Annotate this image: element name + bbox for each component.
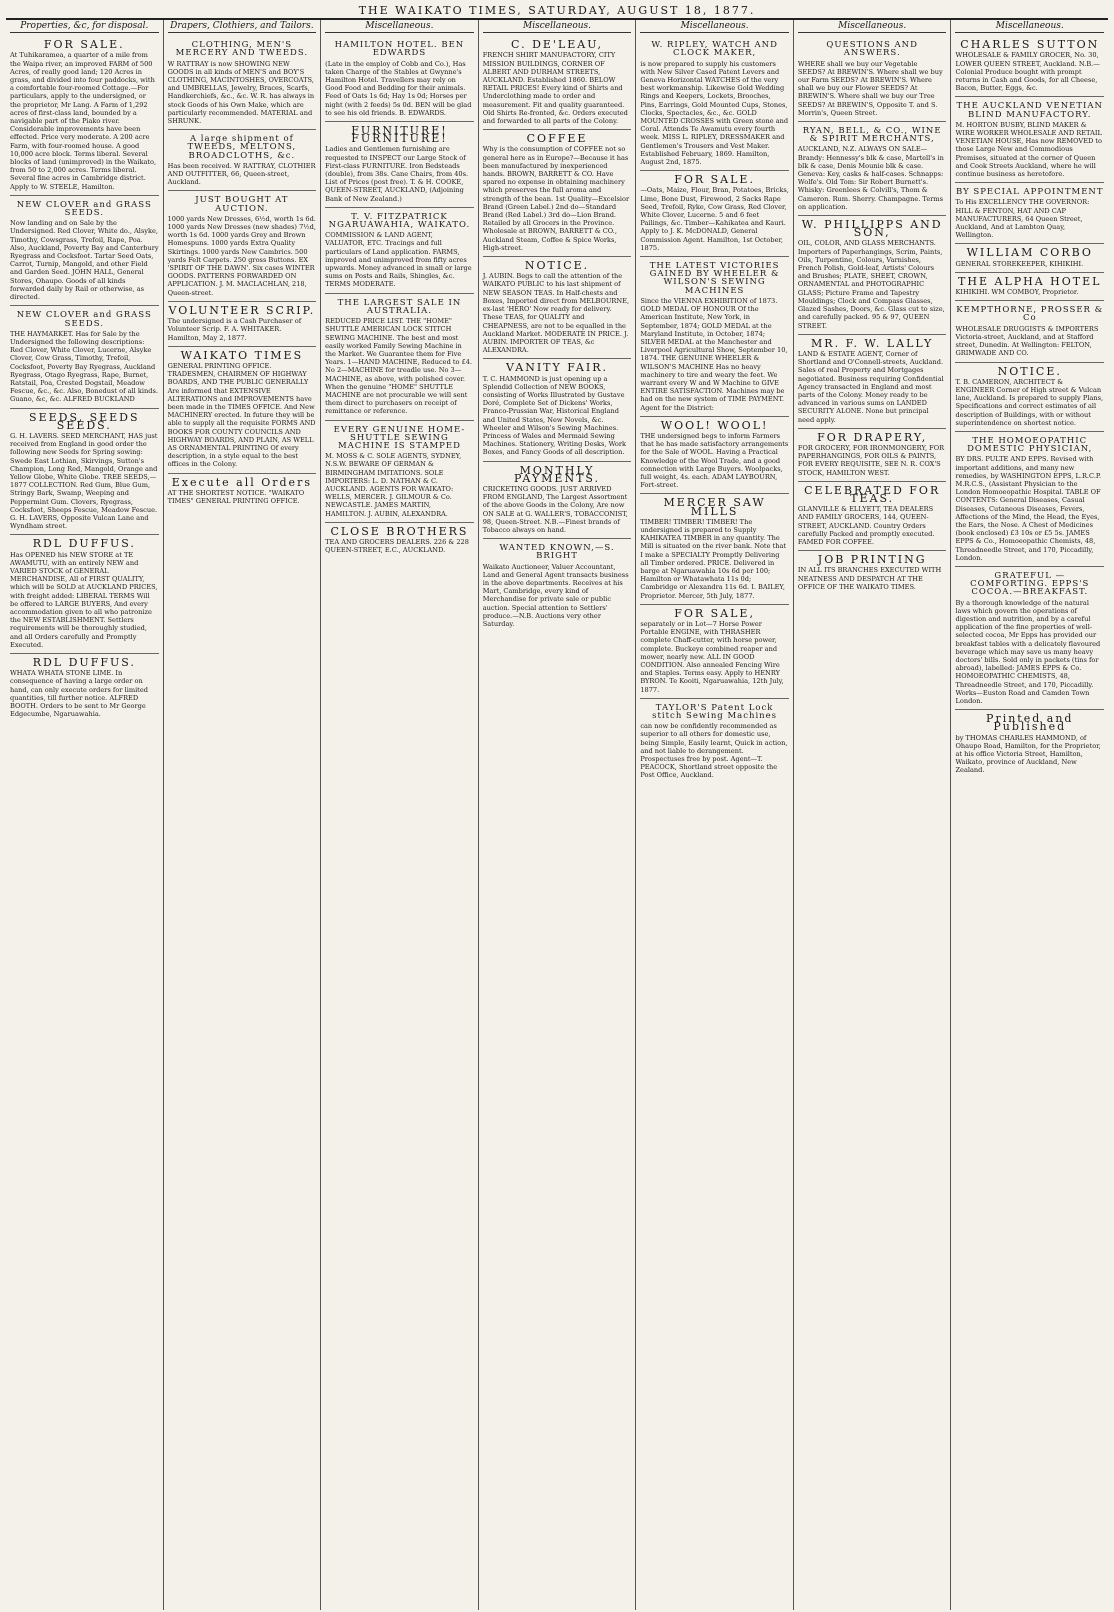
advertisement-body: GLANVILLE & ELLYETT, TEA DEALERS AND FAMILY GROCERS, 144, QUEEN-STREET, AUCKLAND. Country Orders carefully Packed and promptly executed. FAMED FOR COFFEE. (797, 505, 935, 546)
advertisement-title: THE ALPHA HOTEL (958, 274, 1102, 288)
columns (6, 20, 1108, 1610)
advertisement (955, 301, 1104, 362)
advertisement (10, 654, 159, 722)
advertisement-title: Printed and Published (986, 712, 1074, 734)
advertisement-title: FURNITURE! FURNITURE! (351, 124, 448, 146)
advertisement-body: T. C. HAMMOND is just opening up a Splendid Collection of NEW BOOKS, consisting of Works Illustrated by Gustave Doré, Complete Set of Dickens' Works, Franco-Prussian War, Historical England and United States, New Novels, &c. Wheeler and Wilson's Sewing Machines. Princess of Wales and Mermaid Sewing Machines. Stationery, Writing Desks, Work Boxes, and Fancy Goods of all description. (482, 374, 627, 457)
advertisement (955, 273, 1104, 301)
advertisement (325, 36, 474, 122)
advertisement-body: IN ALL ITS BRANCHES EXECUTED WITH NEATNESS AND DESPATCH AT THE OFFICE OF THE WAIKATO TIMES. (797, 566, 942, 591)
advertisement-title: JUST BOUGHT AT AUCTION. (195, 195, 289, 214)
column-heading: Miscellaneous. (640, 20, 789, 33)
advertisement-body: can now be confidently recommended as superior to all others for domestic use, being Simple, Easily learnt, Quick in action, and not liable to derangement. Prospectuses free by post. Agent—T. PEACOCK, Shortland street opposite the Post Office, Auckland. (640, 722, 788, 780)
advertisement-body: TEA AND GROCERS DEALERS. 226 & 228 QUEEN-STREET, E.C., AUCKLAND. (325, 537, 469, 555)
advertisement-title: VANITY FAIR. (506, 361, 608, 375)
advertisement-body: OIL, COLOR, AND GLASS MERCHANTS. Importers of Paperhangings, Scrim, Paints, Oils, Turpentine, Colours, Varnishes, French Polish, Gold-leaf, Artists' Colours and Brushes; PLATE, SHEET, CROWN, ORNAMENTAL and PHOTOGRAPHIC GLASS; Picture Frame and Tapestry Mouldings; Clock and Compass Glasses, Glazed Sashes, Doors, &c. Glass cut to size, and carefully packed. 95 & 97, QUEEN STREET. (797, 239, 945, 330)
advertisement-title: KEMPTHORNE, PROSSER & Co (956, 305, 1104, 324)
advertisement-title: THE LARGEST SALE IN AUSTRALIA. (337, 297, 462, 316)
advertisement-body: LAND & ESTATE AGENT, Corner of Shortland and O'Connell-streets, Auckland. Sales of real Property and Mortgages negotiated. Business requiring Confidential Agency transacted in England and most parts of the Colony. Money ready to be advanced in various sums on LANDED SECURITY ALONE. None but principal need apply. (797, 349, 944, 424)
advertisement (483, 257, 632, 359)
advertisement-title: WILLIAM CORBO (966, 246, 1093, 260)
advertisement (798, 335, 947, 429)
advertisement-title: CLOTHING, MEN'S MERCERY AND TWEEDS. (175, 40, 309, 59)
advertisement-title: RYAN, BELL, & CO., WINE & SPIRIT MERCHANTS, (802, 126, 942, 145)
advertisement-title: GRATEFUL — COMFORTING. EPPS'S COCOA.—BREAKFAST. (970, 570, 1090, 598)
advertisement-body: To His EXCELLENCY THE GOVERNOR: HILL & FENTON, HAT AND CAP MANUFACTURERS, 64 Queen Street, Auckland, And at Lambton Quay, Wellington. (955, 198, 1090, 240)
column-2 (164, 20, 322, 1610)
advertisement (10, 535, 159, 654)
advertisement-title: THE AUCKLAND VENETIAN BLIND MANUFACTORY. (956, 101, 1103, 120)
advertisement-title: CELEBRATED FOR TEAS. (804, 483, 941, 505)
masthead: THE WAIKATO TIMES, SATURDAY, AUGUST 18, 1877. (6, 0, 1108, 20)
advertisement (168, 36, 317, 130)
advertisement-title: WAIKATO TIMES (180, 348, 304, 362)
advertisement-title: THE HOMOEOPATHIC DOMESTIC PHYSICIAN, (967, 435, 1093, 455)
advertisement-body: The undersigned is a Cash Purchaser of Volunteer Scrip. F. A. WHITAKER. Hamilton, May 2, 1877. (167, 317, 302, 342)
advertisement-title: RDL DUFFUS. (32, 656, 136, 670)
advertisement (483, 130, 632, 257)
advertisement-body: BY DRS. PULTE AND EPPS. Revised with important additions, and many new remedies, by WASHINGTON EPPS, L.R.C.P. M.R.C.S., (Assistant Physician to the London Homoeopathic Hospital. TABLE OF CONTENTS: General Diseases, Casual Diseases, Cutaneous Diseases, Fevers, Affections of the Mind, the Head, the Eyes, the Ears, the Nose. A Chest of Medicines (book enclosed) £3 10s or £5 5s. JAMES EPPS & Co., Homoeopathic Chemists, 48, Threadneedle Street, and 170, Piccadilly, London. (955, 455, 1102, 562)
advertisement-body: by THOMAS CHARLES HAMMOND, of Ohaupo Road, Hamilton, for the Proprietor, at his office Victoria Street, Hamilton, Waikato, province of Auckland, New Zealand. (955, 733, 1101, 775)
advertisement-body: THE undersigned begs to inform Farmers that he has made satisfactory arrangements for the Sale of WOOL. Having a Practical Knowledge of the Wool Trade, and a good connection with Large Buyers. Woolpacks, full weight, 4s. each. ADAM LAYBOURN, Fort-street. (640, 431, 789, 490)
advertisement-body: At Tuhikaramea, a quarter of a mile from the Waipa river, an improved FARM of 500 Acres, of really good land; 120 Acres in grass, and divided into four paddocks, with a comfortable four-roomed Cottage.—For particulars, apply to the undersigned, or the proprietor, Mr Lang. A Farm of 1,292 acres of first-class land, bounded by a navigable part of the Piako river. Considerable improvements have been effected. Price very moderate. A 200 acre Farm, with four-roomed house. A good 10,000 acre block. Terms liberal. Several blocks of land (unimproved) in the Waikato, from 50 to 2,000 acres. Terms liberal. Several fine acres in Cambridge district. Apply to W. STEELE, Hamilton. (10, 51, 157, 191)
advertisement-body: G. H. LAVERS. SEED MERCHANT, HAS just received from England in good order the following new Seeds for Spring sowing: Swede East Lothian, Skirvings, Sutton's Champion, Long Red, Mangold, Orange and Yellow Globe, White Globe. TREE SEEDS,—1877 COLLECTION. Red Gum, Blue Gum, Stringy Bark, Swamp, Weeping and Peppermint Gum. Clovers, Ryegrass, Cocksfoot, Sheeps Fescue, Meadow Fescue. G. H. LAVERS, Opposite Vulcan Lane and Wyndham street. (10, 431, 158, 531)
advertisement-title: THE LATEST VICTORIES GAINED BY WHEELER & WILSON'S SEWING MACHINES (649, 261, 780, 296)
advertisement (640, 171, 789, 257)
advertisement-body: GENERAL PRINTING OFFICE. TRADESMEN, CHAIRMEN OF HIGHWAY BOARDS, AND THE PUBLIC GENERALLY Are informed that EXTENSIVE ALTERATIONS and IMPROVEMENTS have been made in the TIMES OFFICE. And New MACHINERY erected. In future they will be able to supply all the requisite FORMS AND BOOKS FOR COUNTY COUNCILS AND HIGHWAY BOARDS, AND PLAIN, AS WELL AS ORNAMENTAL PRINTING Of every description, in a style equal to the best offices in the Colony. (167, 361, 316, 469)
advertisement (325, 122, 474, 208)
advertisement (640, 417, 789, 495)
advertisement (798, 36, 947, 122)
advertisement-title: MONTHLY PAYMENTS. (514, 463, 601, 485)
advertisement (955, 363, 1104, 432)
advertisement-title: CHARLES SUTTON (960, 38, 1100, 52)
advertisement-body: is now prepared to supply his customers with New Silver Cased Patent Levers and Geneva Horizontal WATCHES of the very best workmanship. Likewise Gold Wedding Rings and Keepers, Lockets, Brooches, Pins, Earrings, Gold Mounted Cups, Stones, Clocks, Spectacles, &c., &c. GOLD MOUNTED CROSSES with Green stone and Coral. Attends Te Awamutu every fourth week. MISS L. RIPLEY, DRESSMAKER and Gentlemen's Trousers and Vest Maker. Established February, 1869. Hamilton, August 2nd, 1875. (640, 59, 789, 167)
advertisement-body: REDUCED PRICE LIST. THE "HOME" SHUTTLE AMERICAN LOCK STITCH SEWING MACHINE. The best and most easily worked Family Sewing Machine in the Market. We Guarantee them for Five Years. 1—HAND MACHINE, Reduced to £4. No 2—MACHINE for treadle use. No 3—MACHINE, as above, with polished cover. When the genuine "HOME" SHUTTLE MACHINE are not procurable we will sent them direct to purchasers on receipt of remittance or reference. (325, 317, 473, 416)
advertisement-title: WANTED KNOWN,—S. BRIGHT (499, 543, 615, 562)
advertisement (640, 36, 789, 171)
advertisement (798, 482, 947, 551)
advertisement (640, 699, 789, 784)
advertisement-body: By a thorough knowledge of the natural laws which govern the operations of digestion and nutrition, and by a careful application of the fine properties of well-selected cocoa, Mr Epps has provided our breakfast tables with a delicately flavoured beverage which may save us many heavy doctors' bills. Sold only in packets (tins for abroad), labelled: JAMES EPPS & Co. HOMOEOPATHIC CHEMISTS, 48, Threadneedle Street, and 170, Piccadilly. Works—Euston Road and Camden Town London. (955, 598, 1101, 706)
advertisement-body: TIMBER! TIMBER! TIMBER! The undersigned is prepared to Supply KAHIKATEA TIMBER in any quantity. The Mill is situated on the river bank. Note that I make a SPECIALTY Promptly Delivering all Timber ordered. PRICE. Delivered in barge at Ngaruawahia 10s 6d per 100; Hamilton or Whatawhata 11s 0d; Cambridge or Alexandra 11s 6d. I. BAILEY, Proprietor. Mercer, 5th July, 1877. (640, 517, 787, 600)
column-heading: Properties, &c, for disposal. (10, 20, 159, 33)
advertisement (798, 429, 947, 482)
advertisement-title: EVERY GENUINE HOME-SHUTTLE SEWING MACHINE IS STAMPED (333, 424, 466, 451)
advertisement-title: NEW CLOVER and GRASS SEEDS. (16, 310, 152, 329)
advertisement (955, 432, 1104, 567)
advertisement-title: W. RIPLEY, WATCH AND CLOCK MAKER, (651, 40, 778, 59)
advertisement-title: NEW CLOVER and GRASS SEEDS. (16, 199, 152, 219)
advertisement-title: Execute all Orders (171, 475, 312, 489)
advertisement (168, 302, 317, 347)
advertisement (955, 567, 1104, 710)
column-1 (6, 20, 164, 1610)
advertisement-title: WOOL! WOOL! (660, 418, 769, 432)
advertisement-title: FOR DRAPERY, (817, 430, 928, 444)
advertisement-title: COFFEE (526, 132, 588, 146)
advertisement (483, 539, 632, 632)
advertisement-body: Why is the consumption of COFFEE not so general here as in Europe?—Because it has been manufactured by inexperienced hands. BROWN, BARRETT & CO. Have spared no expense in obtaining machinery which preserves the full aroma and strength of the bean. 1st Quality—Excelsior Brand (Green Label.) 2nd do—Standard Brand (Red Label.) 3rd do—Lion Brand. Retailed by all Grocers in the Province. Wholesale at BROWN, BARRETT & CO., Auckland Steam, Coffee & Spice Works, High-street. (482, 145, 630, 252)
advertisement-body: Has been received. W RATTRAY, CLOTHIER AND OUTFITTER, 66, Queen-street, Auckland. (167, 161, 316, 187)
advertisement (325, 523, 474, 559)
advertisement (798, 216, 947, 335)
advertisement-body: KIHIKIHI. WM COMBOY, Proprietor. (955, 288, 1079, 297)
advertisement-title: VOLUNTEER SCRIP. (168, 303, 316, 317)
advertisement-body: Ladies and Gentlemen furnishing are requested to INSPECT our Large Stock of First-class FURNITURE. Iron Bedsteads (double), from 38s. Cane Chairs, from 40s. List of Prices (post free). T. & H. COOKE, QUEEN-STREET, AUCKLAND, (Adjoining Bank of New Zealand.) (325, 145, 469, 203)
advertisement-title: JOB PRINTING (817, 553, 927, 567)
advertisement-title: BY SPECIAL APPOINTMENT (955, 187, 1104, 198)
advertisement-title: SEEDS, SEEDS SEEDS. (29, 410, 140, 432)
advertisement (955, 710, 1104, 778)
advertisement-body: WHERE shall we buy our Vegetable SEEDS? At BREWIN'S. Where shall we buy our Farm SEEDS? At BREWIN'S. Where shall we buy our Flower SEEDS? At BREWIN'S. Where shall we buy our Tree SEEDS? At BREWIN'S, Opposite T. and S. Morrin's, Queen Street. (797, 59, 943, 117)
advertisement-body: COMMISSION & LAND AGENT, VALUATOR, ETC. Tracings and full particulars of Land application. FARMS, improved and unimproved from fifty acres upwards. Money advanced in small or large sums on Posts and Rails, Shingles, &c. TERMS MODERATE. (325, 231, 472, 289)
advertisement-title: MERCER SAW MILLS (663, 496, 766, 518)
advertisement (168, 474, 317, 510)
advertisement (325, 294, 474, 421)
advertisement-body: T. B. CAMERON, ARCHITECT & ENGINEER Corner of High street & Vulcan lane, Auckland. Is prepared to supply Plans, Specifications and correct estimates of all description of Buildings, with or without superintendence on shortest notice. (955, 377, 1104, 427)
advertisement (325, 208, 474, 294)
advertisement-title: A large shipment of TWEEDS, MELTONS, BROADCLOTHS, &c. (187, 134, 297, 161)
advertisement (640, 494, 789, 604)
advertisement-title: QUESTIONS AND ANSWERS. (826, 40, 918, 59)
advertisement (10, 36, 159, 196)
advertisement-body: separately or in Lot—7 Horse Power Portable ENGINE, with THRASHER complete Chaff-cutter, with horse power, complete. Buckeye combined reaper and mower, nearly new. ALL IN GOOD CONDITION. Also annealed Fencing Wire and Staples. Terms easy. Apply to HENRY BYRON. Te Kooiti, Ngaruawahia, 12th July, 1877. (640, 620, 784, 694)
advertisement-body: —Oats, Maize, Flour, Bran, Potatoes, Bricks, Lime, Bone Dust, Firewood, 2 Sacks Rape Seed, Trefoil, Ryke, Cow Grass, Red Clover, White Clover, Lucerne. 5 and 6 feet Pailings, &c. Timber—Kahikatea and Kauri. Apply to J. K. McDONALD, General Commission Agent. Hamilton, 1st October, 1875. (640, 186, 789, 252)
advertisement (10, 306, 159, 408)
column-heading: Miscellaneous. (483, 20, 632, 33)
advertisement-body: WHOLESALE DRUGGISTS & IMPORTERS Victoria-street, Auckland, and at Stafford street, Dunedin. At Wellington: FELTON, GRIMWADE AND CO. (955, 324, 1099, 358)
advertisement (325, 421, 474, 523)
column-7 (951, 20, 1108, 1610)
advertisement-body: CRICKETING GOODS. JUST ARRIVED FROM ENGLAND, The Largest Assortment of the above Goods in the Colony, Are now ON SALE at G. WALLER'S, TOBACCONIST, 98, Queen-Street. N.B.—Finest brands of Tobacco always on hand. (482, 484, 628, 534)
advertisement-body: WHOLESALE & FAMILY GROCER, No. 30, LOWER QUEEN STREET, Auckland. N.B.—Colonial Produce bought with prompt returns in Cash and Goods, for all Cheese, Bacon, Butter, Eggs, &c. (955, 51, 1100, 93)
advertisement-body: (Late in the employ of Cobb and Co.), Has taken Charge of the Stables at Gwynne's Hamilton Hotel. Travellers may rely on Good Food and Bedding for their animals. Feed of Oats 1s 6d; Hay 1s 0d; Horses per night (with 2 feeds) 5s 0d. BEN will be glad to see his old friends. B. EDWARDS. (325, 59, 472, 117)
advertisement-body: Waikato Auctioneer, Valuer Accountant, Land and General Agent transacts business in the above departments. Receives at his Mart, Cambridge, every kind of Merchandise for private sale or public auction. Special attention to Settlers' produce.—N.B. Auctions very other Saturday. (482, 562, 629, 628)
advertisement-body: 1000 yards New Dresses, 6½d, worth 1s 6d. 1000 yards New Dresses (new shades) 7½d, worth 1s 6d. 1000 yards Grey and Brown Homespuns. 1000 yards Extra Quality Skirtings. 1000 yards New Cambrics. 500 yards Felt Carpets. 250 gross Buttons. EX 'SPIRIT OF THE DAWN'. Six cases WINTER GOODS. PATTERNS FORWARDED ON APPLICATION. J. M. MACLACHLAN, 218, Queen-street. (167, 214, 316, 297)
advertisement-title: RDL DUFFUS. (32, 537, 136, 551)
advertisement (10, 196, 159, 306)
advertisement (798, 551, 947, 595)
advertisement (168, 191, 317, 301)
column-6 (794, 20, 952, 1610)
advertisement (168, 130, 317, 191)
advertisement-title: HAMILTON HOTEL. BEN EDWARDS (334, 40, 465, 59)
advertisement-title: FOR SALE. (43, 38, 125, 52)
column-5 (636, 20, 794, 1610)
advertisement-title: CLOSE BROTHERS (330, 524, 469, 538)
advertisement-title: FOR SALE, (674, 606, 755, 620)
advertisement (955, 97, 1104, 183)
column-heading: Miscellaneous. (955, 20, 1104, 33)
advertisement-title: MR. F. W. LALLY (811, 336, 934, 350)
advertisement (168, 347, 317, 474)
advertisement-title: T. V. FITZPATRICK NGARUAWAHIA, WAIKATO. (328, 211, 471, 231)
advertisement (640, 257, 789, 417)
advertisement (10, 409, 159, 536)
advertisement-body: Since the VIENNA EXHIBITION of 1873. GOLD MEDAL OF HONOUR Of the American Institute, New York, in September, 1874; GOLD MEDAL at the Maryland Institute, in October, 1874; SILVER MEDAL at the Manchester and Liverpool Agricultural Show, September 10, 1874. THE GENUINE WHEELER & WILSON'S MACHINE Has no heavy machinery to tire and weary the feet. We warrant every W and W Machine to GIVE ENTIRE SATISFACTION. Machines may be had on the new system of TIME PAYMENT. Agent for the District: (640, 296, 788, 412)
advertisement-title: FOR SALE. (674, 173, 755, 187)
advertisement-body: AT THE SHORTEST NOTICE. "WAIKATO TIMES" GENERAL PRINTING OFFICE. (167, 488, 305, 505)
column-heading: Miscellaneous. (325, 20, 474, 33)
advertisement-body: W RATTRAY is now SHOWING NEW GOODS in all kinds of MEN'S and BOY'S CLOTHING, MACINTOSHES, OVERCOATS, and UMBRELLAS, Jewelry, Braces, Scarfs, Handkerchiefs, &c., &c. W. R. has always in stock Goods of his Own Make, which are particularly recommended. MATERIAL and SHRUNK. (167, 59, 315, 126)
advertisement-body: THE HAYMARKET. Has for Sale by the Undersigned the following descriptions: Red Clover, White Clover, Lucerne, Alsyke Clover, Cow Grass, Timothy, Trefoil, Cocksfoot, Poverty Bay Ryegrass, Auckland Ryegrass, Otago Ryegrass, Rape, Burnet, Ratstail, Poa, Crested Dogstail, Meadow Fescue, &c., &c. Also, Bonedust of all kinds. Guano, &c, &c. ALFRED BUCKLAND (10, 329, 158, 404)
advertisement (955, 244, 1104, 272)
advertisement-title: TAYLOR'S Patent Lock stitch Sewing Machines (652, 702, 778, 722)
advertisement-body: Has OPENED his NEW STORE at TE AWAMUTU, with an entirely NEW and VARIED STOCK of GENERAL MERCHANDISE, All of FIRST QUALITY, which will be SOLD at AUCKLAND PRICES, with freight added: LIBERAL TERMS Will be offered to LARGE BUYERS, And every accommodation given to all who patronize the NEW ESTABLISHMENT. Settlers requirements will be thoroughly studied, and all Orders carefully and Promptly Executed. (10, 550, 158, 649)
column-heading: Drapers, Clothiers, and Tailors. (168, 20, 317, 33)
column-3 (321, 20, 479, 1610)
advertisement-body: AUCKLAND, N.Z. ALWAYS ON SALE—Brandy: Hennessy's blk & case, Martell's in blk & case, Denis Mounie blk & case. Geneva: Key, casks & half-cases. Schnapps: Wolfe's. Old Tom: Sir Robert Burnett's. Whisky: Greenlees & Colvill's, Thom & Cameron. Rum. Sherry. Champagne. Terms on application. (797, 145, 944, 211)
advertisement-body: WHATA WHATA STONE LIME. In consequence of having a large order on hand, can only execute orders for limited quantities, till further notice. ALFRED BOOTH. Orders to be sent to Mr George Edgecumbe, Ngaruawahia. (10, 669, 148, 719)
advertisement-title: NOTICE. (997, 364, 1062, 378)
column-heading: Miscellaneous. (798, 20, 947, 33)
advertisement-title: NOTICE. (524, 259, 590, 273)
advertisement (955, 183, 1104, 244)
advertisement (640, 605, 789, 699)
advertisement-body: J. AUBIN. Begs to call the attention of the WAIKATO PUBLIC to his last shipment of NEW SEASON TEAS. In Half-chests and Boxes, Imported direct from MELBOURNE, ex-last 'HERO' Now ready for delivery. These TEAS, for QUALITY and CHEAPNESS, are not to be equalled in the Auckland Market. MODERATE IN PRICE. J. AUBIN. IMPORTER OF TEAS, &c ALEXANDRA. (482, 272, 630, 355)
column-4 (479, 20, 637, 1610)
advertisement-body: M. HORTON BUSBY, BLIND MAKER & WIRE WORKER WHOLESALE AND RETAIL VENETIAN HOUSE, Has now REMOVED to those Large New and Commodious Premises, situated at the corner of Queen and Cook Streets Auckland, where he will continue business as heretofore. (955, 120, 1103, 179)
advertisement (955, 36, 1104, 97)
advertisement-body: Now landing and on Sale by the Undersigned. Red Clover, White do., Alsyke, Timothy, Cowsgrass, Trefoil, Rape, Poa. Also, Auckland, Poverty Bay and Canterbury Ryegrass and Cocksfoot. Tartar Seed Oats, Carrot, Turnip, Mangold, and other Field and Garden Seed. JOHN HALL, General Stores, Ohaupo. Goods of all kinds forwarded daily by Rail or otherwise, as directed. (10, 219, 159, 302)
advertisement-body: FOR GROCERY, FOR IRONMONGERY, FOR PAPERHANGINGS, FOR OILS & PAINTS, FOR EVERY REQUISITE, SEE N. R. COX'S STOCK, HAMILTON WEST. (797, 443, 945, 477)
advertisement-title: W. PHILLIPPS AND SON, (801, 218, 943, 240)
advertisement-title: C. DE'LEAU, (511, 38, 603, 52)
advertisement-body: FRENCH SHIRT MANUFACTORY, CITY MISSION BUILDINGS, CORNER OF ALBERT AND DURHAM STREETS, AUCKLAND. Established 1860. BELOW RETAIL PRICES! Every kind of Shirts and Underclothing made to order and measurement. Fit and quality guaranteed. Old Shirts Re-fronted, &c. Orders executed and forwarded to all parts of the Colony. (482, 51, 628, 126)
advertisement (483, 359, 632, 461)
advertisement (798, 122, 947, 216)
advertisement-body: GENERAL STOREKEEPER, KIHIKIHI. (955, 259, 1084, 268)
advertisement (483, 36, 632, 130)
advertisement (483, 462, 632, 540)
advertisement-body: M. MOSS & C. SOLE AGENTS, SYDNEY, N.S.W. BEWARE OF GERMAN & BIRMINGHAM IMITATIONS. SOLE IMPORTERS: L. D. NATHAN & C. AUCKLAND. AGENTS FOR WAIKATO: WELLS, MERCER. J. GILMOUR & Co. NEWCASTLE. JAMES MARTIN, HAMILTON. J. AUBIN, ALEXANDRA. (325, 452, 462, 518)
